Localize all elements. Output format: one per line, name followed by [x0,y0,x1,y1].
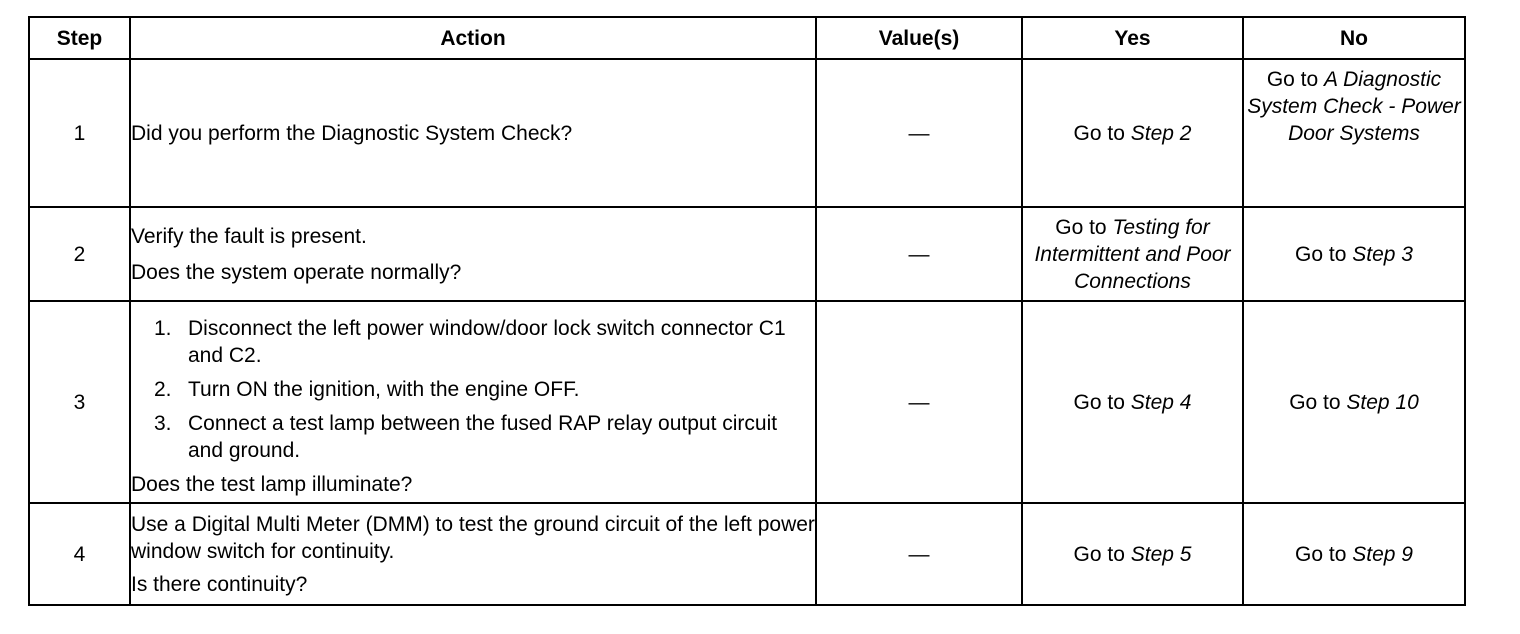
no-link[interactable] [1295,543,1413,566]
step-number: 1 [29,59,130,207]
action-cell [130,207,816,301]
step-bullet-number: 2. [154,378,172,401]
header-value: Value(s) [816,17,1022,59]
step-text: Turn ON the ignition, with the engine OFF. [188,378,580,401]
goto-prefix: Go to [1289,390,1347,414]
goto-prefix: Go to [1266,68,1325,91]
goto-prefix: Go to [1295,242,1353,266]
yes-cell[interactable] [1022,503,1243,605]
goto-prefix: Go to [1055,215,1113,239]
action-step [131,410,815,464]
table-row [29,207,1465,301]
header-yes: Yes [1022,17,1243,59]
value-dash: — [908,121,930,145]
step-number: 4 [29,503,130,605]
goto-prefix: Go to [1295,542,1353,566]
goto-target: Step 5 [1130,542,1192,566]
yes-cell[interactable] [1022,59,1243,207]
goto-target: Step 4 [1130,390,1192,414]
value-dash: — [908,542,930,566]
goto-target: Step 2 [1130,121,1192,145]
action-text: Use a Digital Multi Meter (DMM) to test the ground circuit of the left power window switch for continuity. [131,512,815,563]
no-link[interactable] [1247,68,1461,145]
no-link[interactable] [1289,391,1419,414]
step-number: 3 [29,301,130,503]
table-row [29,59,1465,207]
action-step [131,376,815,403]
action-cell [130,503,816,605]
yes-link[interactable] [1074,122,1192,145]
yes-link[interactable] [1074,391,1192,414]
header-row [29,17,1465,59]
goto-target: Step 9 [1352,542,1413,566]
value-dash: — [908,390,930,414]
no-link[interactable] [1295,243,1413,266]
no-cell[interactable] [1243,59,1465,207]
step-text: Connect a test lamp between the fused RAP relay output circuit and ground. [188,412,778,462]
yes-link[interactable] [1034,216,1230,293]
action-step [131,315,815,369]
no-cell[interactable] [1243,301,1465,503]
header-step: Step [29,17,130,59]
action-question: Does the test lamp illuminate? [131,473,413,496]
goto-target: A Diagnostic System Check - Power Door Systems [1247,68,1461,145]
goto-target: Step 10 [1346,390,1419,414]
value-dash: — [908,242,930,266]
table-row [29,503,1465,605]
goto-prefix: Go to [1073,121,1131,145]
yes-link[interactable] [1074,543,1192,566]
step-bullet-number: 3. [154,412,172,435]
value-cell [816,207,1022,301]
value-cell [816,503,1022,605]
diagnostic-table [28,16,1466,606]
action-text: Did you perform the Diagnostic System Check? [131,121,573,145]
yes-cell[interactable] [1022,301,1243,503]
step-text: Disconnect the left power window/door lock switch connector C1 and C2. [188,317,786,367]
action-cell [130,301,816,503]
action-steps-list [131,315,815,464]
goto-prefix: Go to [1073,542,1131,566]
action-question: Does the system operate normally? [131,260,462,284]
header-no: No [1243,17,1465,59]
step-bullet-number: 1. [154,317,172,340]
header-action: Action [130,17,816,59]
table-row [29,301,1465,503]
goto-prefix: Go to [1073,390,1131,414]
value-cell [816,59,1022,207]
value-cell [816,301,1022,503]
step-number: 2 [29,207,130,301]
action-cell [130,59,816,207]
goto-target: Testing for Intermittent and Poor Connections [1034,215,1231,293]
action-text: Verify the fault is present. [131,224,367,248]
no-cell[interactable] [1243,503,1465,605]
action-question: Is there continuity? [131,572,308,596]
no-cell[interactable] [1243,207,1465,301]
yes-cell[interactable] [1022,207,1243,301]
goto-target: Step 3 [1352,242,1413,266]
